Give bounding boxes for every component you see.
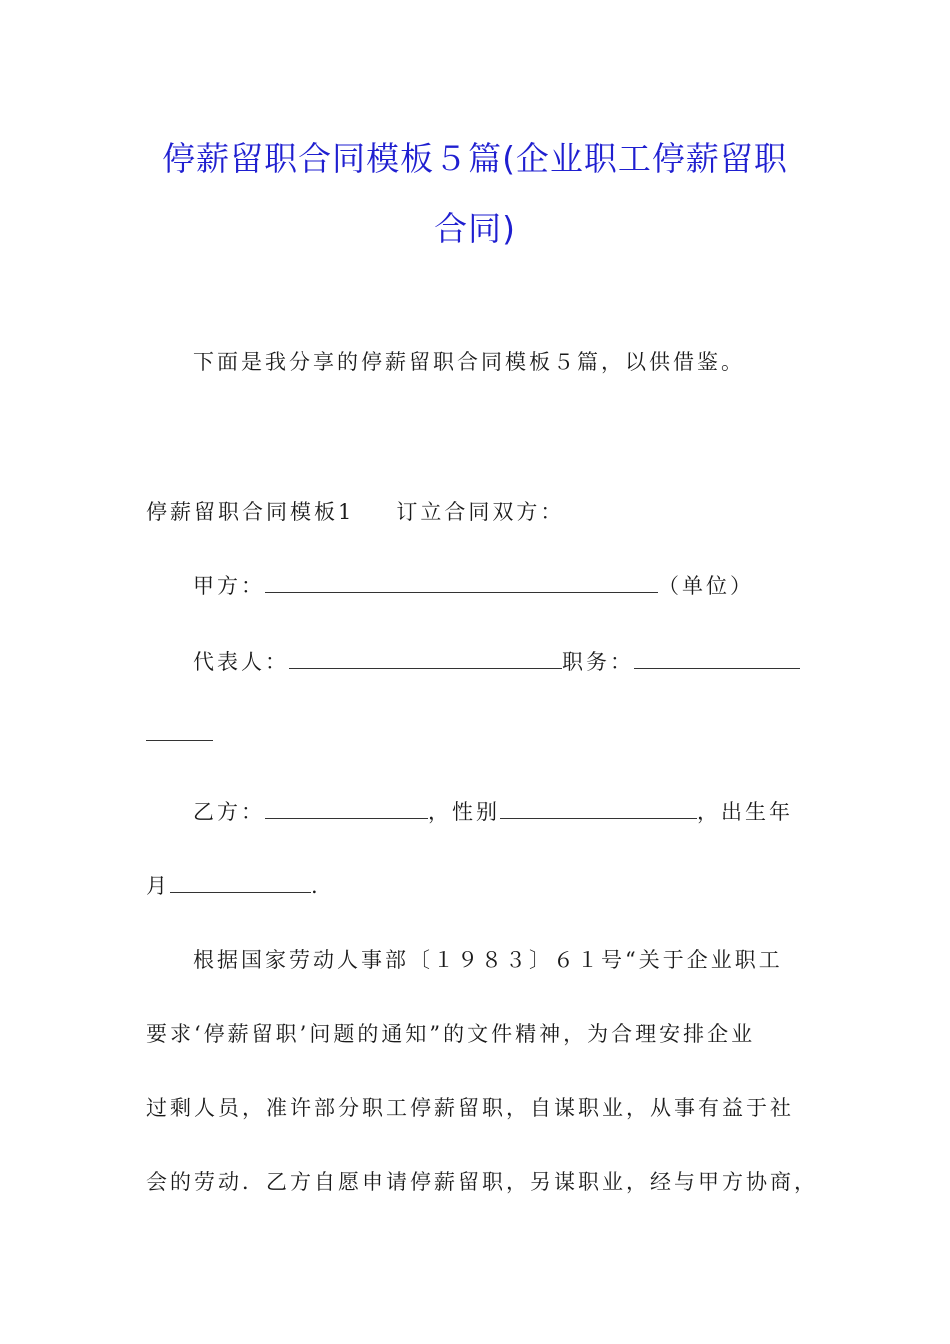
parties-heading: 订立合同双方： — [396, 500, 565, 524]
birth-line — [146, 870, 321, 900]
gender-blank — [500, 800, 697, 819]
body-line: 根据国家劳动人事部〔１９８３〕６１号“关于企业职工 — [193, 948, 783, 972]
party-b-label: 乙方： — [193, 800, 265, 824]
gender-label: ，性别 — [428, 800, 500, 824]
document-title-line-1: 停薪留职合同模板５篇(企业职工停薪留职 — [162, 139, 788, 178]
body-line: 会的劳动．乙方自愿申请停薪留职，另谋职业，经与甲方协商， — [146, 1170, 818, 1194]
birth-label-part2: 月 — [146, 874, 170, 898]
representative-label: 代表人： — [193, 650, 289, 674]
birth-end: . — [311, 874, 321, 898]
birth-label-part1: ，出生年 — [697, 800, 793, 824]
party-a-line — [193, 570, 754, 600]
body-line: 要求‘停薪留职’问题的通知”的文件精神，为合理安排企业 — [146, 1022, 756, 1046]
representative-line — [193, 646, 800, 676]
position-blank — [634, 650, 800, 669]
position-blank-continued-line — [146, 722, 213, 746]
body-line: 过剩人员，准许部分职工停薪留职，自谋职业，从事有益于社 — [146, 1096, 794, 1120]
party-b-blank — [265, 800, 428, 819]
party-a-blank — [265, 574, 658, 593]
party-a-label: 甲方： — [193, 574, 265, 598]
intro-paragraph: 下面是我分享的停薪留职合同模板５篇，以供借鉴。 — [193, 350, 745, 374]
representative-blank — [289, 650, 562, 669]
position-label: 职务： — [562, 650, 634, 674]
document-title-line-2: 合同) — [434, 209, 516, 248]
party-a-suffix: （单位） — [658, 574, 754, 598]
party-b-line — [193, 796, 793, 826]
birth-blank — [170, 874, 311, 893]
section-label: 停薪留职合同模板1 — [146, 500, 355, 524]
section-heading — [146, 496, 564, 526]
position-blank-continued — [146, 722, 213, 741]
